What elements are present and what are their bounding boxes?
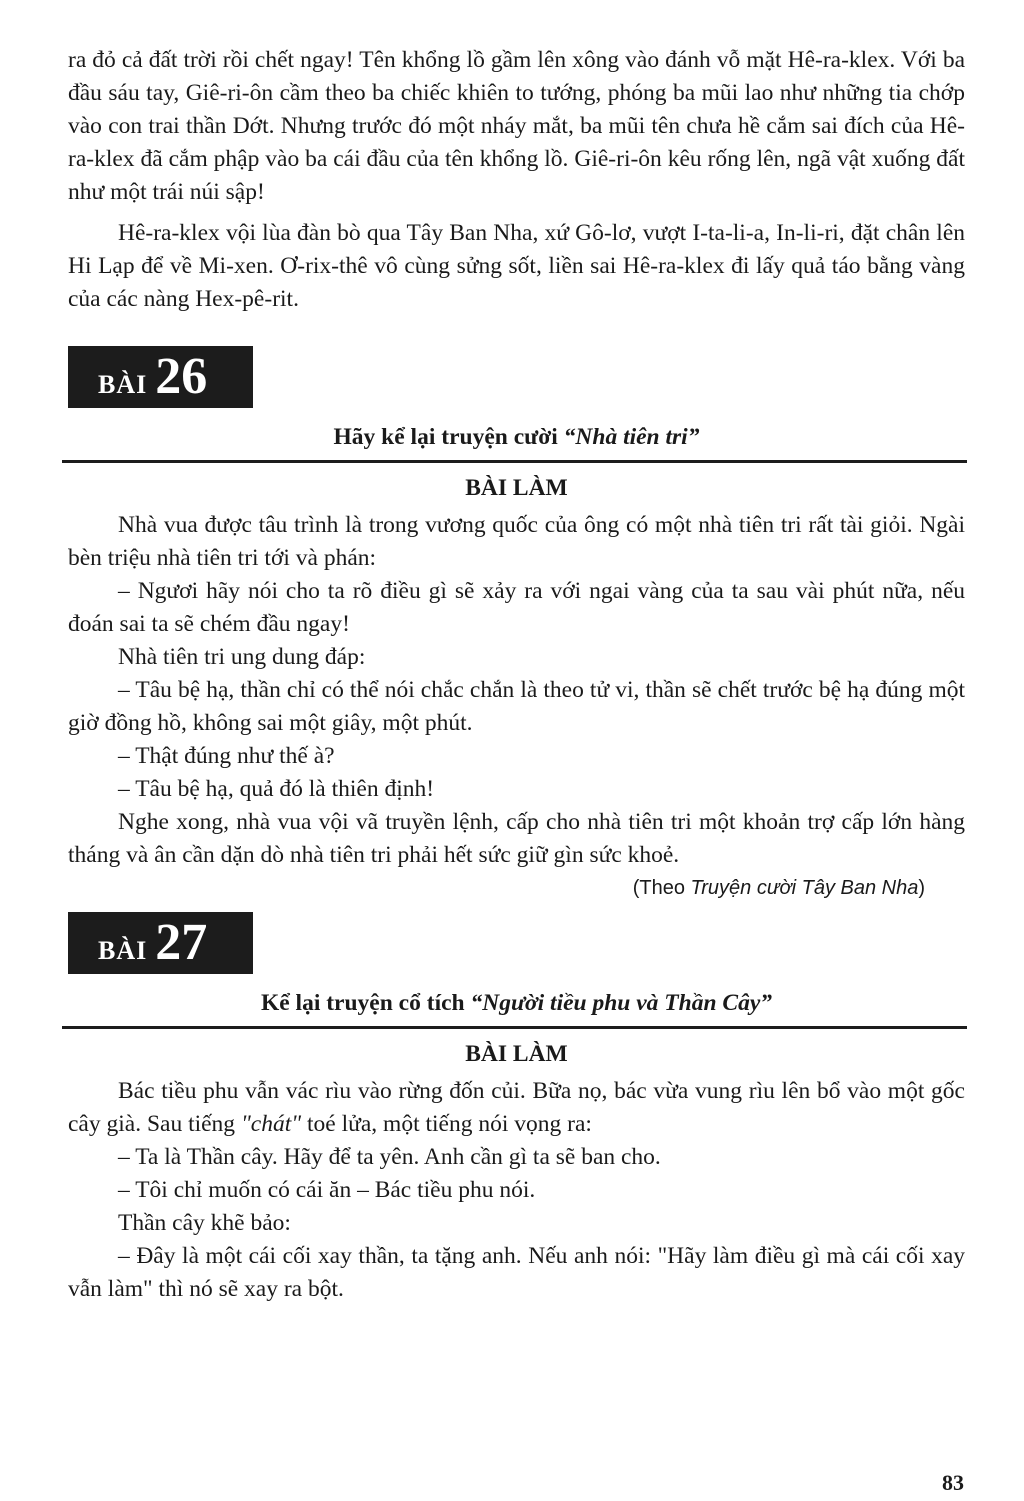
lesson-26-divider — [62, 460, 967, 463]
lesson-26-source-suffix: ) — [918, 877, 925, 899]
lesson-26-paragraph: Nhà vua được tâu trình là trong vương quốc của ông có một nhà tiên tri rất tài giỏi. Ngài bèn triệu nhà tiên tri tới và phán: — [68, 512, 965, 571]
lesson-27-paragraph: – Đây là một cái cối xay thần, ta tặng anh. Nếu anh nói: "Hãy làm điều gì mà cái cối xay vẫn làm" thì nó sẽ xay ra bột. — [68, 1243, 965, 1302]
lesson-26-paragraph: – Tâu bệ hạ, thần chỉ có thể nói chắc chắn là theo tử vi, thần sẽ chết trước bệ hạ đúng một giờ đồng hồ, không sai một giây, một phút. — [68, 677, 965, 736]
lesson-26-section-heading: BÀI LÀM — [465, 475, 568, 501]
lesson-26-paragraph: – Ngươi hãy nói cho ta rõ điều gì sẽ xảy ra với ngai vàng của ta sau vài phút nữa, nếu đoán sai ta sẽ chém đầu ngay! — [68, 578, 965, 637]
book-page — [68, 44, 965, 1306]
lesson-27-para-1-emph: "chát" — [240, 1111, 302, 1137]
lesson-26-title-prefix: Hãy kể lại truyện cười — [333, 424, 564, 450]
lesson-27-label — [68, 912, 253, 974]
lesson-27-divider — [62, 1026, 967, 1029]
intro-paragraph-1: ra đỏ cả đất trời rồi chết ngay! Tên khổng lồ gầm lên xông vào đánh vỗ mặt Hê-ra-klex. Với ba đầu sáu tay, Giê-ri-ôn cầm theo ba chiếc khiên to tướng, phóng ba mũi lao như những tia chớp vào con trai thần Dớt. Nhưng trước đó một nháy mắt, ba mũi tên chưa hề cắm sai đích của Hê-ra-klex đã cắm phập vào ba cái đầu của tên khổng lồ. Giê-ri-ôn kêu rống lên, ngã vật xuống đất như một trái núi sập! — [68, 47, 965, 205]
lesson-26-paragraph: – Thật đúng như thế à? — [118, 743, 335, 769]
intro-paragraph-2: Hê-ra-klex vội lùa đàn bò qua Tây Ban Nha, xứ Gô-lơ, vượt I-ta-li-a, In-li-ri, đặt chân lên Hi Lạp để về Mi-xen. Ơ-rix-thê vô cùng sửng sốt, liền sai Hê-ra-klex đi lấy quả táo bằng vàng của các nàng Hex-pê-rit. — [68, 220, 965, 312]
lesson-26-label — [68, 346, 253, 408]
lesson-27-para-1-after: toé lửa, một tiếng nói vọng ra: — [301, 1111, 592, 1137]
lesson-26-title-story: “Nhà tiên tri” — [563, 424, 700, 450]
lesson-26-label-word: BÀI — [98, 370, 148, 399]
page-number: 83 — [942, 1470, 964, 1495]
lesson-26-source-prefix: (Theo — [632, 877, 691, 899]
lesson-26-paragraph: Nghe xong, nhà vua vội vã truyền lệnh, cấp cho nhà tiên tri một khoản trợ cấp lớn hàng tháng và ân cần dặn dò nhà tiên tri phải hết sức giữ gìn sức khoẻ. — [68, 809, 965, 868]
lesson-27-paragraph: – Tôi chỉ muốn có cái ăn – Bác tiều phu nói. — [118, 1177, 536, 1203]
lesson-27-para-1-before: Bác tiều phu vẫn vác rìu vào rừng đốn củi. Bữa nọ, bác vừa vung rìu lên bổ vào một gốc cây già. Sau tiếng — [68, 1078, 965, 1137]
lesson-26-title — [68, 422, 965, 452]
lesson-26-paragraph: Nhà tiên tri ung dung đáp: — [118, 644, 366, 670]
lesson-27-title-story: “Người tiều phu và Thần Cây” — [470, 990, 773, 1016]
lesson-27-section-heading: BÀI LÀM — [465, 1041, 568, 1067]
lesson-26-label-number: 26 — [155, 348, 208, 405]
lesson-27-label-number: 27 — [155, 914, 208, 971]
lesson-26-paragraph: – Tâu bệ hạ, quả đó là thiên định! — [118, 776, 435, 802]
lesson-27-paragraph: – Ta là Thần cây. Hãy để ta yên. Anh cần gì ta sẽ ban cho. — [118, 1144, 661, 1170]
lesson-27-paragraph — [68, 1075, 965, 1141]
lesson-27-title-prefix: Kể lại truyện cổ tích — [260, 990, 471, 1016]
lesson-26-source — [68, 872, 965, 904]
lesson-27-label-word: BÀI — [98, 936, 148, 965]
lesson-27-title — [68, 988, 965, 1018]
lesson-27-paragraph: Thần cây khẽ bảo: — [118, 1210, 291, 1236]
lesson-26-source-title: Truyện cười Tây Ban Nha — [690, 877, 919, 899]
